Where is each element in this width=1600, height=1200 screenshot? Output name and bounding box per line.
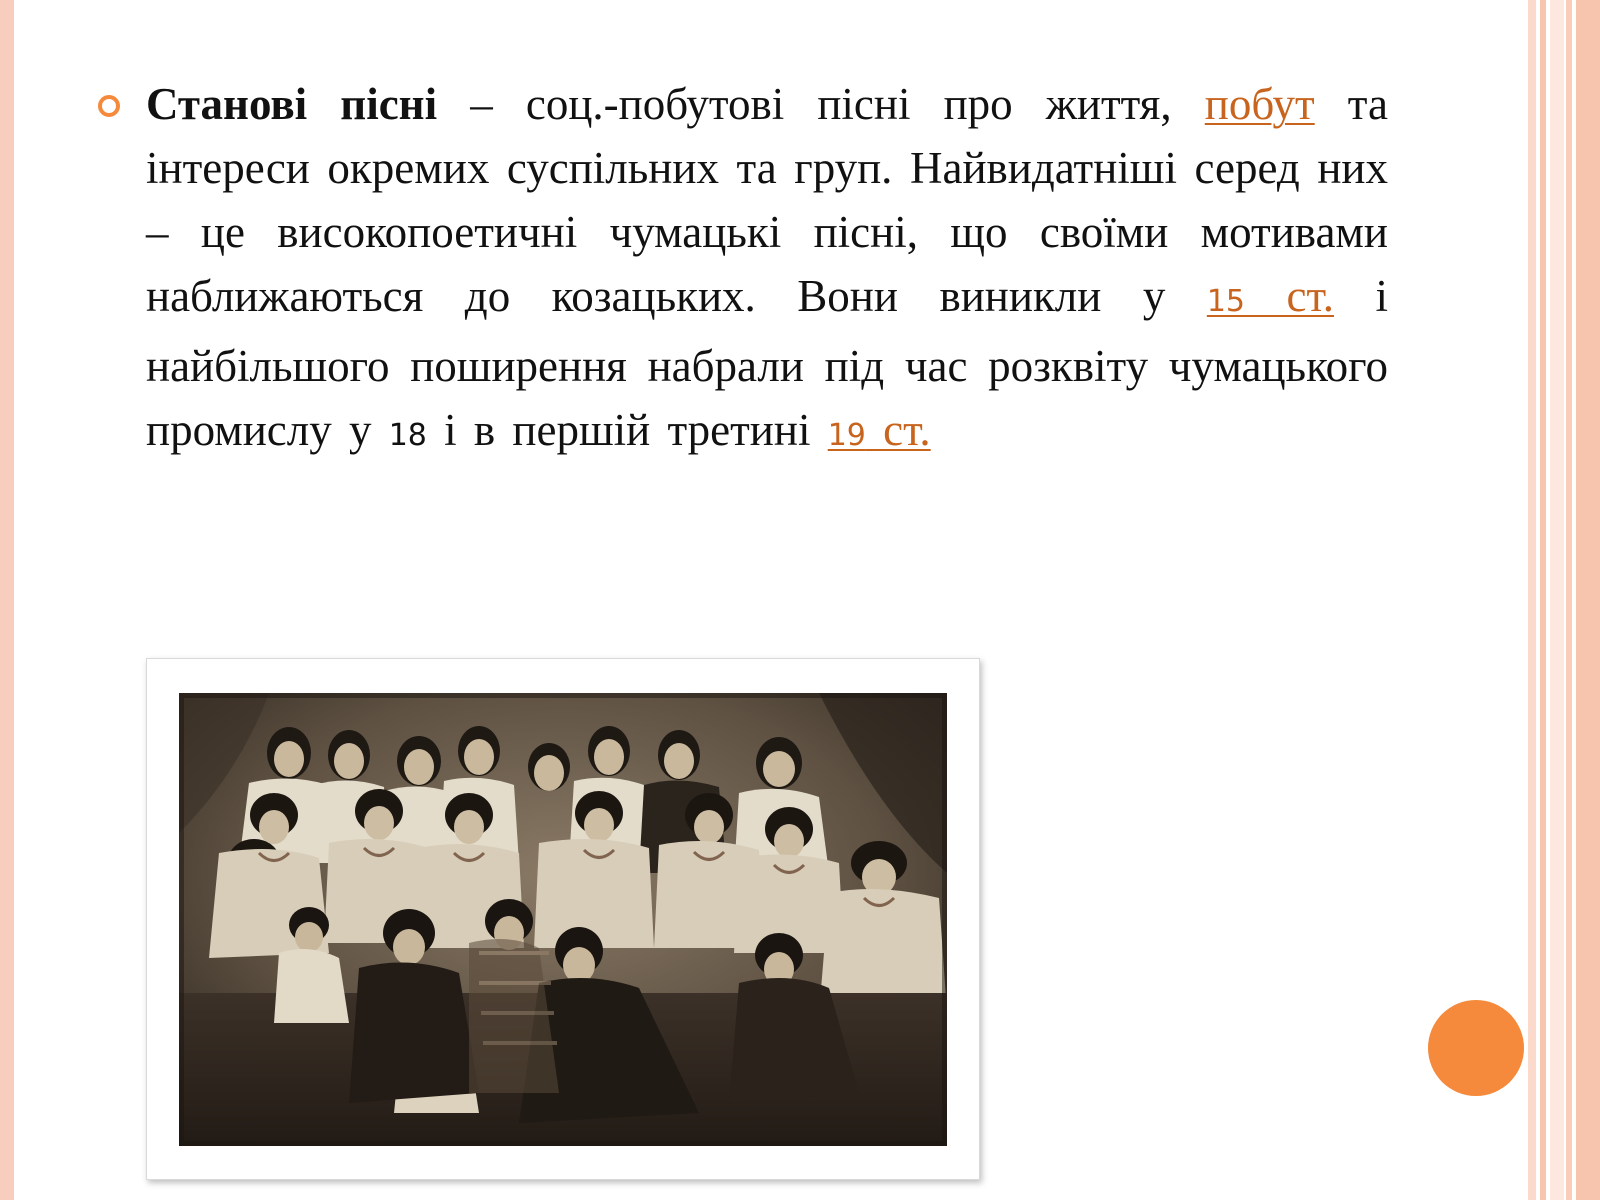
paragraph-text: та інтереси окремих суспільних та груп. Найвидатніші серед них – це високопоетичні чумацькі пісні, що своїми мотивами наближаються до козацьких. Вони виникли у <box>146 79 1388 321</box>
slide-content <box>98 72 1388 468</box>
link-unit: ст. <box>1245 271 1334 321</box>
paragraph-text: – соц.-побутові пісні про життя, <box>437 79 1205 129</box>
paragraph-text: і найбільшого поширення набрали під час розквіту чумацького промислу у <box>146 271 1388 455</box>
link-number: 15 <box>1206 284 1245 319</box>
right-border-stripe <box>1576 0 1600 1200</box>
century-number: 18 <box>388 418 427 453</box>
right-border-stripe <box>1540 0 1546 1200</box>
link-pobut[interactable]: побут <box>1204 79 1315 129</box>
orange-circle <box>1428 1000 1524 1096</box>
link-unit: ст. <box>865 405 931 455</box>
circle-outline-bullet-icon <box>98 95 120 117</box>
photo-frame <box>146 658 980 1180</box>
link-15-century[interactable] <box>1207 271 1334 321</box>
link-19-century[interactable] <box>828 405 931 455</box>
right-border-stripe <box>1528 0 1536 1200</box>
right-border-stripe <box>1550 0 1564 1200</box>
link-number: 19 <box>827 418 866 453</box>
bullet-item <box>98 72 1388 468</box>
paragraph-text: і в першій третині <box>426 405 828 455</box>
left-border-decoration <box>0 0 14 1200</box>
right-border-stripe <box>1566 0 1572 1200</box>
term-heading: Станові пісні <box>146 79 438 129</box>
bullet-paragraph <box>146 72 1388 468</box>
group-photo <box>179 693 947 1146</box>
